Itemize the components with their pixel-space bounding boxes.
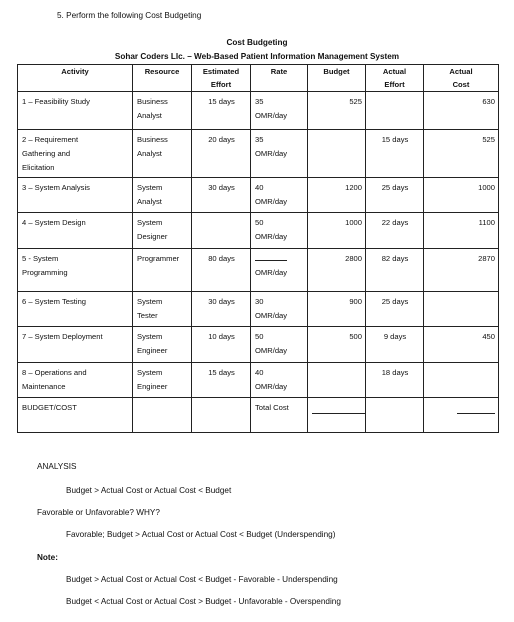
estimated-effort-cell: 20 days	[192, 130, 251, 178]
budget-cell: 1000	[308, 213, 366, 249]
rate-cell: 30 OMR/day	[251, 292, 308, 327]
table-row	[18, 249, 499, 292]
rate-blank	[255, 253, 287, 261]
note-heading: Note:	[37, 553, 58, 562]
total-budget-cell	[308, 398, 366, 433]
rate-cell: OMR/day	[251, 249, 308, 292]
resource-cell: System Analyst	[133, 178, 192, 213]
estimated-effort-cell: 30 days	[192, 178, 251, 213]
header-actual-effort: Actual Effort	[366, 65, 424, 92]
budget-cell: 500	[308, 327, 366, 363]
actual-cost-cell: 1100	[424, 213, 499, 249]
budget-cell	[308, 130, 366, 178]
actual-effort-cell: 22 days	[366, 213, 424, 249]
actual-effort-cell: 9 days	[366, 327, 424, 363]
resource-cell: System Engineer	[133, 327, 192, 363]
activity-cell: 1 – Feasibility Study	[18, 92, 133, 130]
budget-cell: 2800	[308, 249, 366, 292]
question-text: 5. Perform the following Cost Budgeting	[57, 11, 202, 20]
table-row	[18, 130, 499, 178]
actual-effort-cell: 18 days	[366, 363, 424, 398]
budget-cell: 1200	[308, 178, 366, 213]
table-row	[18, 363, 499, 398]
resource-cell: Programmer	[133, 249, 192, 292]
total-actual-effort-cell	[366, 398, 424, 433]
actual-effort-cell: 82 days	[366, 249, 424, 292]
estimated-effort-cell: 80 days	[192, 249, 251, 292]
header-resource: Resource	[133, 65, 192, 92]
rate-cell: 35 OMR/day	[251, 130, 308, 178]
resource-cell: System Tester	[133, 292, 192, 327]
note-line-favorable: Budget > Actual Cost or Actual Cost < Budget - Favorable - Underspending	[66, 575, 338, 584]
total-actual-cost-cell	[424, 398, 499, 433]
actual-cost-cell: 2870	[424, 249, 499, 292]
resource-cell: Business Analyst	[133, 92, 192, 130]
table-title: Cost Budgeting	[226, 38, 288, 47]
budget-cost-label: BUDGET/COST	[18, 398, 133, 433]
rate-cell: 40 OMR/day	[251, 178, 308, 213]
total-resource-cell	[133, 398, 192, 433]
actual-cost-cell: 630	[424, 92, 499, 130]
activity-cell: 8 – Operations and Maintenance	[18, 363, 133, 398]
analysis-heading: ANALYSIS	[37, 462, 77, 471]
rate-cell: 50 OMR/day	[251, 327, 308, 363]
header-activity: Activity	[18, 65, 133, 92]
analysis-answer: Favorable; Budget > Actual Cost or Actual Cost < Budget (Underspending)	[66, 530, 336, 539]
total-estimated-cell	[192, 398, 251, 433]
resource-cell: Business Analyst	[133, 130, 192, 178]
rate-cell: 40 OMR/day	[251, 363, 308, 398]
estimated-effort-cell: 15 days	[192, 92, 251, 130]
header-actual-cost: Actual Cost	[424, 65, 499, 92]
actual-effort-cell: 25 days	[366, 292, 424, 327]
budget-cell: 525	[308, 92, 366, 130]
actual-cost-cell	[424, 292, 499, 327]
budget-cell	[308, 363, 366, 398]
resource-cell: System Designer	[133, 213, 192, 249]
table-row	[18, 292, 499, 327]
table-row	[18, 92, 499, 130]
actual-effort-cell	[366, 92, 424, 130]
activity-cell: 2 – Requirement Gathering and Elicitation	[18, 130, 133, 178]
header-rate: Rate	[251, 65, 308, 92]
estimated-effort-cell: 30 days	[192, 292, 251, 327]
activity-cell: 3 – System Analysis	[18, 178, 133, 213]
activity-cell: 7 – System Deployment	[18, 327, 133, 363]
rate-cell: 50 OMR/day	[251, 213, 308, 249]
actual-cost-cell: 525	[424, 130, 499, 178]
actual-effort-cell: 15 days	[366, 130, 424, 178]
actual-cost-cell	[424, 363, 499, 398]
note-line-unfavorable: Budget < Actual Cost or Actual Cost > Budget - Unfavorable - Overspending	[66, 597, 341, 606]
table-subtitle: Sohar Coders Llc. – Web-Based Patient Information Management System	[114, 52, 400, 61]
budget-cell: 900	[308, 292, 366, 327]
analysis-line: Budget > Actual Cost or Actual Cost < Budget	[66, 486, 232, 495]
total-actual-cost-blank	[457, 403, 495, 414]
actual-cost-cell: 1000	[424, 178, 499, 213]
header-budget: Budget	[308, 65, 366, 92]
table-row	[18, 213, 499, 249]
header-estimated-effort: Estimated Effort	[192, 65, 251, 92]
activity-cell: 4 – System Design	[18, 213, 133, 249]
actual-cost-cell: 450	[424, 327, 499, 363]
rate-cell: 35 OMR/day	[251, 92, 308, 130]
estimated-effort-cell: 10 days	[192, 327, 251, 363]
analysis-question: Favorable or Unfavorable? WHY?	[37, 508, 160, 517]
activity-cell: 5 - System Programming	[18, 249, 133, 292]
table-row	[18, 327, 499, 363]
total-row	[18, 398, 499, 433]
resource-cell: System Engineer	[133, 363, 192, 398]
table-row	[18, 178, 499, 213]
actual-effort-cell: 25 days	[366, 178, 424, 213]
estimated-effort-cell	[192, 213, 251, 249]
total-cost-label: Total Cost	[251, 398, 308, 433]
cost-budget-table	[17, 64, 499, 433]
total-budget-blank	[312, 403, 366, 414]
estimated-effort-cell: 15 days	[192, 363, 251, 398]
header-row	[18, 65, 499, 92]
activity-cell: 6 – System Testing	[18, 292, 133, 327]
